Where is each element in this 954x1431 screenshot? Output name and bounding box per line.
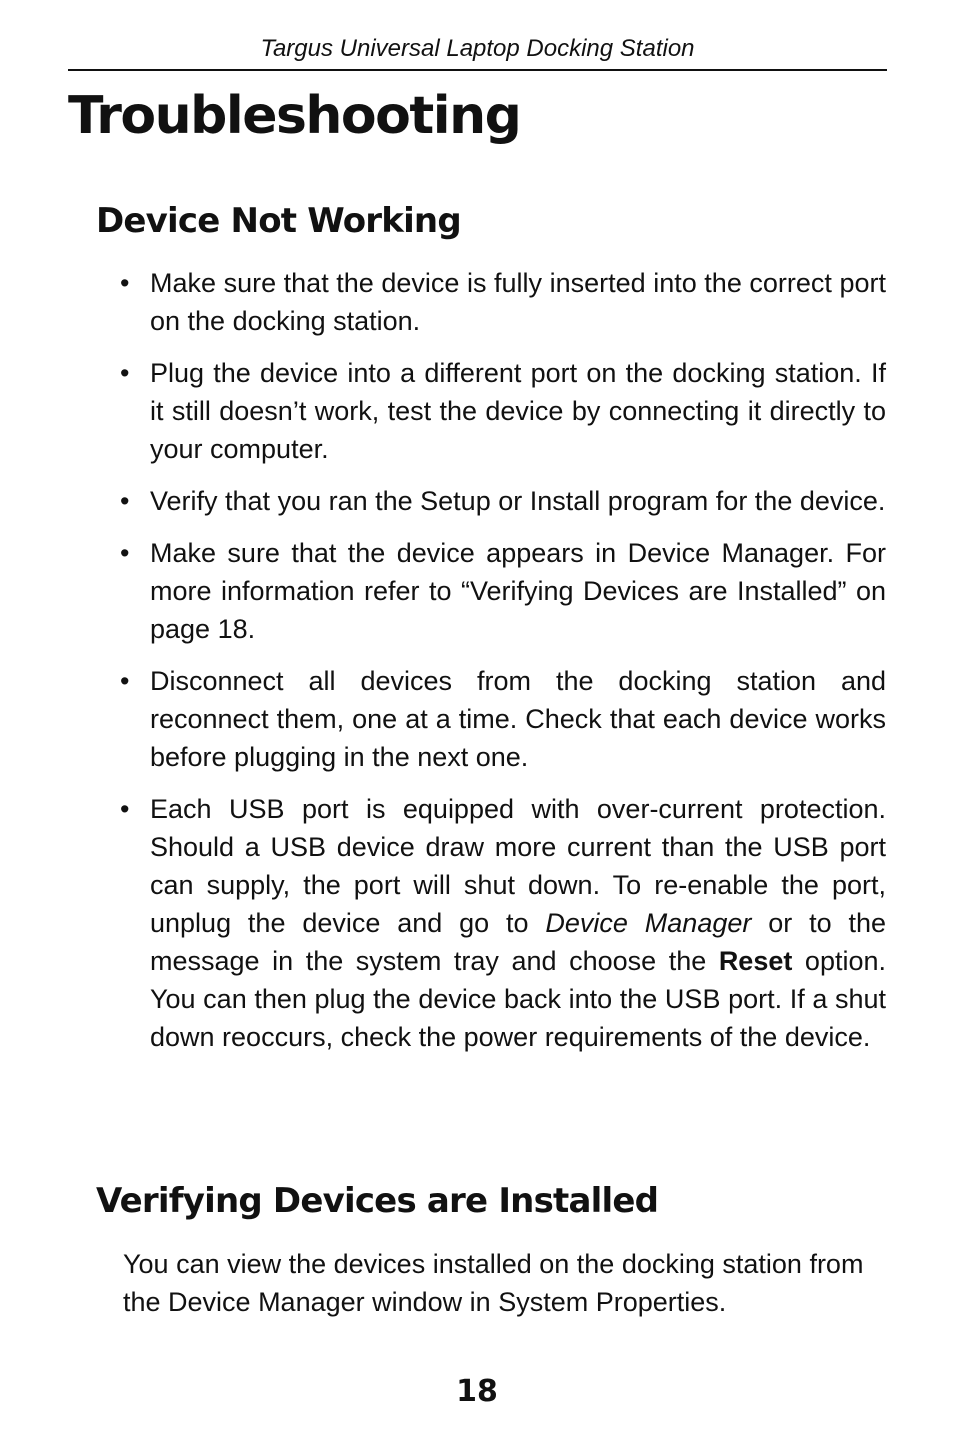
bullet-text-part: or to the message in the system tray and choose the: [150, 908, 886, 976]
verifying-devices-paragraph: You can view the devices installed on the docking station from the Device Manager window in System Properties.: [123, 1249, 864, 1317]
list-item: [120, 534, 886, 648]
reset-option-label: Reset: [718, 946, 793, 976]
list-item: [120, 662, 886, 776]
list-item: [120, 354, 886, 468]
troubleshooting-bullet-list: [120, 264, 886, 1070]
list-item: [120, 790, 886, 1056]
bullet-text: Plug the device into a different port on the docking station. If it still doesn’t work, test the device by connecting it directly to your computer.: [150, 358, 886, 464]
running-header: Targus Universal Laptop Docking Station: [260, 35, 695, 62]
bullet-text: Make sure that the device appears in Device Manager. For more information refer to “Verifying Devices are Installed” on page 18.: [150, 538, 886, 644]
bullet-text: Disconnect all devices from the docking station and reconnect them, one at a time. Check that each device works before plugging in the next one.: [150, 666, 886, 772]
bullet-text: Make sure that the device is fully inserted into the correct port on the docking station.: [150, 268, 886, 336]
header-rule: [68, 69, 887, 71]
list-item: [120, 482, 886, 520]
bullet-text-part: option. You can then plug the device back into the USB port. If a shut down reoccurs, check the power requirements of the device.: [150, 946, 886, 1052]
bullet-text-part: Each USB port is equipped with over-current protection. Should a USB device draw more current than the USB port can supply, the port will shut down. To re-enable the port, unplug the device and go to: [150, 794, 886, 938]
bullet-icon: •: [120, 794, 130, 824]
bullet-icon: •: [120, 268, 130, 298]
bullet-icon: •: [120, 666, 130, 696]
bullet-icon: •: [120, 486, 130, 516]
device-manager-emphasis: Device Manager: [545, 908, 752, 938]
list-item: [120, 264, 886, 340]
bullet-text: Verify that you ran the Setup or Install program for the device.: [150, 486, 886, 516]
section-heading-device-not-working: Device Not Working: [96, 201, 461, 241]
bullet-icon: •: [120, 358, 130, 388]
section-heading-verifying-devices: Verifying Devices are Installed: [96, 1181, 659, 1221]
page-number: 18: [456, 1374, 498, 1409]
page-title: Troubleshooting: [68, 86, 521, 146]
bullet-icon: •: [120, 538, 130, 568]
